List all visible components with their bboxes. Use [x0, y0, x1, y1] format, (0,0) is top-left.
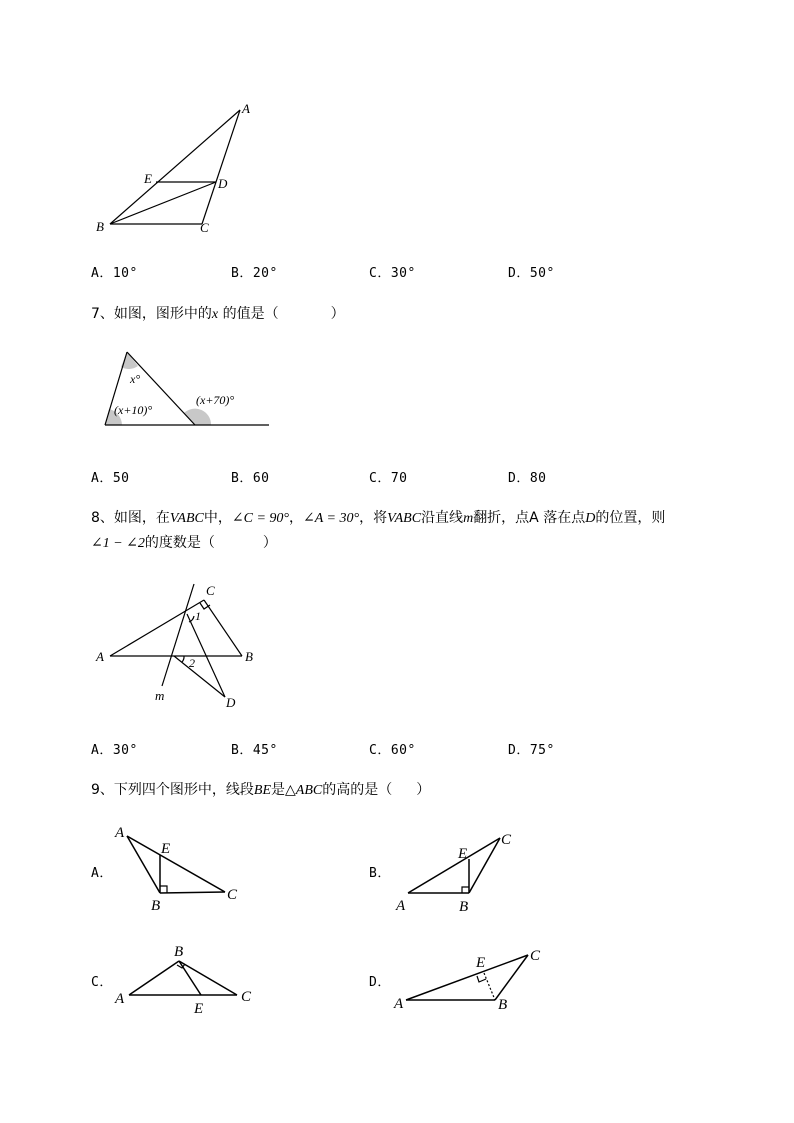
question-9-stem: 9、下列四个图形中，线段BE是△ABC的高的是（ ） [91, 782, 431, 798]
q8-option-b: B．45° [231, 743, 278, 758]
label-e: E [194, 1001, 204, 1017]
label-e: E [161, 841, 171, 857]
label-b: B [174, 944, 184, 960]
label-e: E [144, 171, 152, 186]
label-b: B [151, 898, 161, 914]
label-c: C [227, 887, 238, 903]
label-x: x° [130, 372, 141, 386]
label-angle-1: 1 [195, 609, 201, 623]
label-c: C [200, 220, 209, 235]
q9-label-d: D． [369, 975, 391, 990]
label-e: E [476, 955, 486, 971]
question-8-stem-line1: 8、如图，在VABC中，∠C = 90°，∠A = 30°，将VABC沿直线m翻折，点A 落在点D的位置，则 [91, 510, 666, 526]
label-angle-2: 2 [189, 656, 195, 670]
label-d: D [226, 695, 236, 710]
option-c: C．30° [369, 266, 416, 281]
q9-label-a: A． [91, 866, 113, 881]
label-d: D [218, 176, 228, 191]
q9-label-b: B． [369, 866, 391, 881]
q7-option-d: D．80 [508, 471, 547, 486]
figure-q9-a [110, 822, 250, 914]
label-a: A [394, 996, 404, 1012]
label-m: m [155, 688, 165, 703]
q8-option-a: A．30° [91, 743, 138, 758]
label-b: B [498, 997, 508, 1013]
figure-q9-b [388, 825, 528, 917]
figure-q7 [98, 345, 278, 435]
question-8-stem-line2: ∠1 − ∠2的度数是（ ） [91, 535, 277, 551]
label-x-plus-70: (x+70)° [196, 393, 235, 407]
figure-q8 [90, 576, 270, 716]
question-7-stem: 7、如图，图形中的x 的值是（ ） [91, 306, 345, 322]
label-b: B [96, 219, 104, 234]
figure-q9-c [110, 940, 260, 1020]
label-e: E [458, 846, 468, 862]
q7-option-b: B．60 [231, 471, 270, 486]
segment-bd [110, 182, 216, 224]
label-x-plus-10: (x+10)° [114, 403, 153, 417]
label-a: A [396, 898, 406, 914]
option-d: D．50° [508, 266, 555, 281]
label-b: B [245, 649, 253, 664]
figure-q6 [90, 98, 270, 243]
option-b: B．20° [231, 266, 278, 281]
q7-option-a: A．50 [91, 471, 130, 486]
label-a: A [115, 825, 125, 841]
figure-q9-d [388, 943, 548, 1018]
q8-option-c: C．60° [369, 743, 416, 758]
q7-option-c: C．70 [369, 471, 408, 486]
line-m [162, 584, 194, 686]
label-a: A [115, 991, 125, 1007]
label-c: C [501, 832, 512, 848]
label-b: B [459, 899, 469, 915]
label-c: C [241, 989, 252, 1005]
option-a: A．10° [91, 266, 138, 281]
q9-label-c: C． [91, 975, 113, 990]
label-a: A [242, 101, 250, 116]
label-c: C [206, 583, 215, 598]
label-c: C [530, 948, 541, 964]
label-a: A [96, 649, 104, 664]
q8-option-d: D．75° [508, 743, 555, 758]
